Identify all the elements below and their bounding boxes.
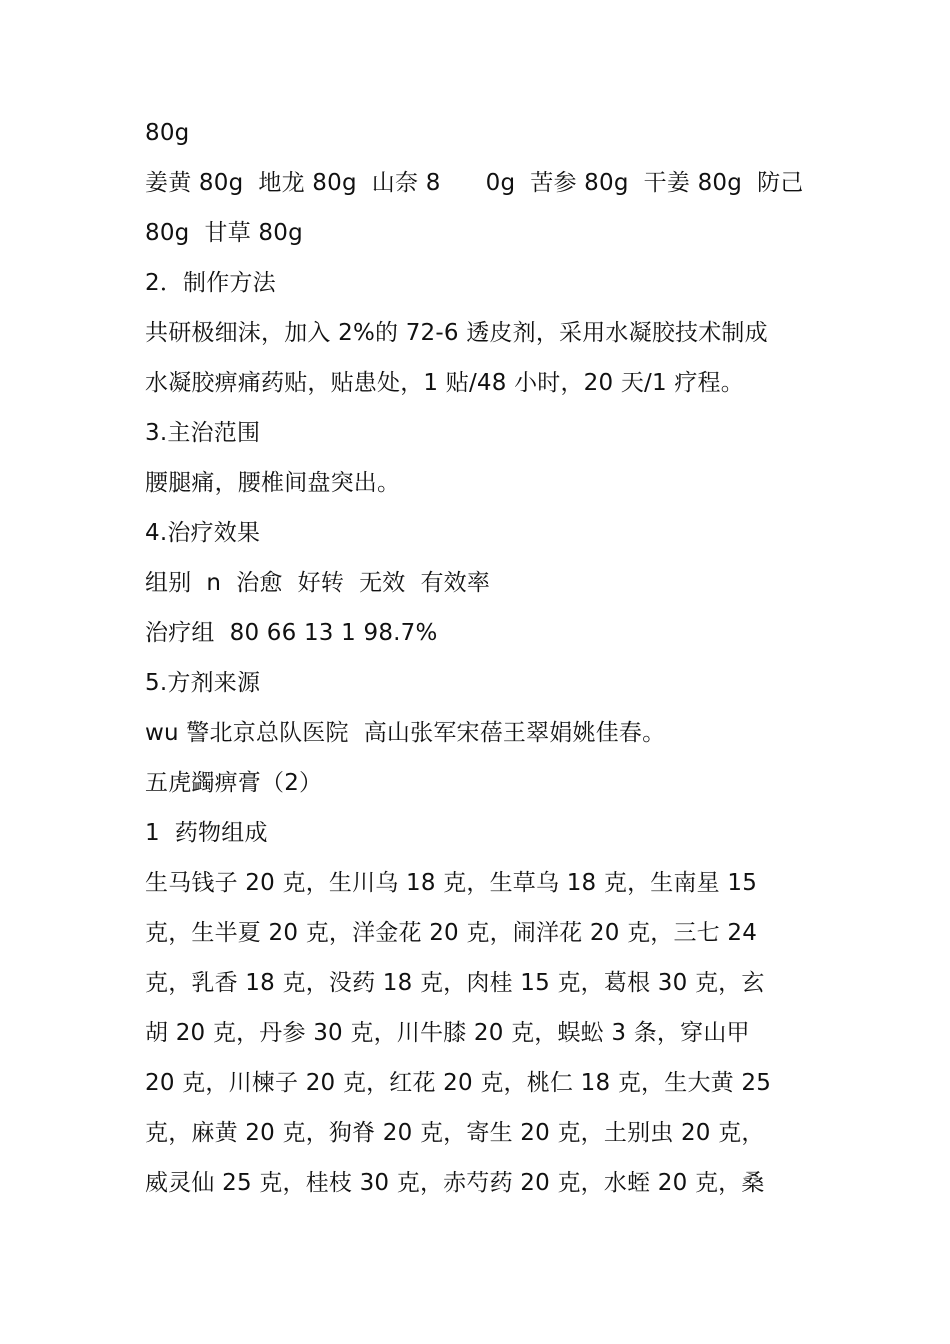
text-line: 共研极细沫，加入 2%的 72-6 透皮剂，采用水凝胶技术制成	[145, 320, 768, 346]
text-line: 威灵仙 25 克，桂枝 30 克，赤芍药 20 克，水蛭 20 克，桑	[145, 1170, 765, 1196]
text-line: 80g 甘草 80g	[145, 220, 303, 246]
section-heading: 2．制作方法	[145, 270, 276, 296]
text-line: wu 警北京总队医院 高山张军宋蓓王翠娟姚佳春。	[145, 720, 666, 746]
text-line: 20 克，川楝子 20 克，红花 20 克，桃仁 18 克，生大黄 25	[145, 1070, 772, 1096]
section-heading: 1 药物组成	[145, 820, 268, 846]
text-line: 腰腿痛，腰椎间盘突出。	[145, 470, 401, 496]
prescription-title: 五虎蠲痹膏（2）	[145, 770, 323, 796]
text-line: 克，乳香 18 克，没药 18 克，肉桂 15 克，葛根 30 克，玄	[145, 970, 765, 996]
text-line: 80g	[145, 120, 190, 146]
table-row-line: 治疗组 80 66 13 1 98.7%	[145, 620, 438, 646]
text-line: 姜黄 80g 地龙 80g 山奈 8 0g 苦参 80g 干姜 80g 防己	[145, 170, 804, 196]
document-body	[145, 108, 825, 1208]
text-line: 胡 20 克，丹参 30 克，川牛膝 20 克，蜈蚣 3 条，穿山甲	[145, 1020, 750, 1046]
text-line: 生马钱子 20 克，生川乌 18 克，生草乌 18 克，生南星 15	[145, 870, 758, 896]
text-line: 水凝胶痹痛药贴，贴患处，1 贴/48 小时，20 天/1 疗程。	[145, 370, 744, 396]
text-line: 克，生半夏 20 克，洋金花 20 克，闹洋花 20 克，三七 24	[145, 920, 758, 946]
text-line: 克，麻黄 20 克，狗脊 20 克，寄生 20 克，土别虫 20 克，	[145, 1120, 765, 1146]
section-heading: 5.方剂来源	[145, 670, 261, 696]
section-heading: 4.治疗效果	[145, 520, 261, 546]
section-heading: 3.主治范围	[145, 420, 261, 446]
table-header-line: 组别 n 治愈 好转 无效 有效率	[145, 570, 491, 596]
